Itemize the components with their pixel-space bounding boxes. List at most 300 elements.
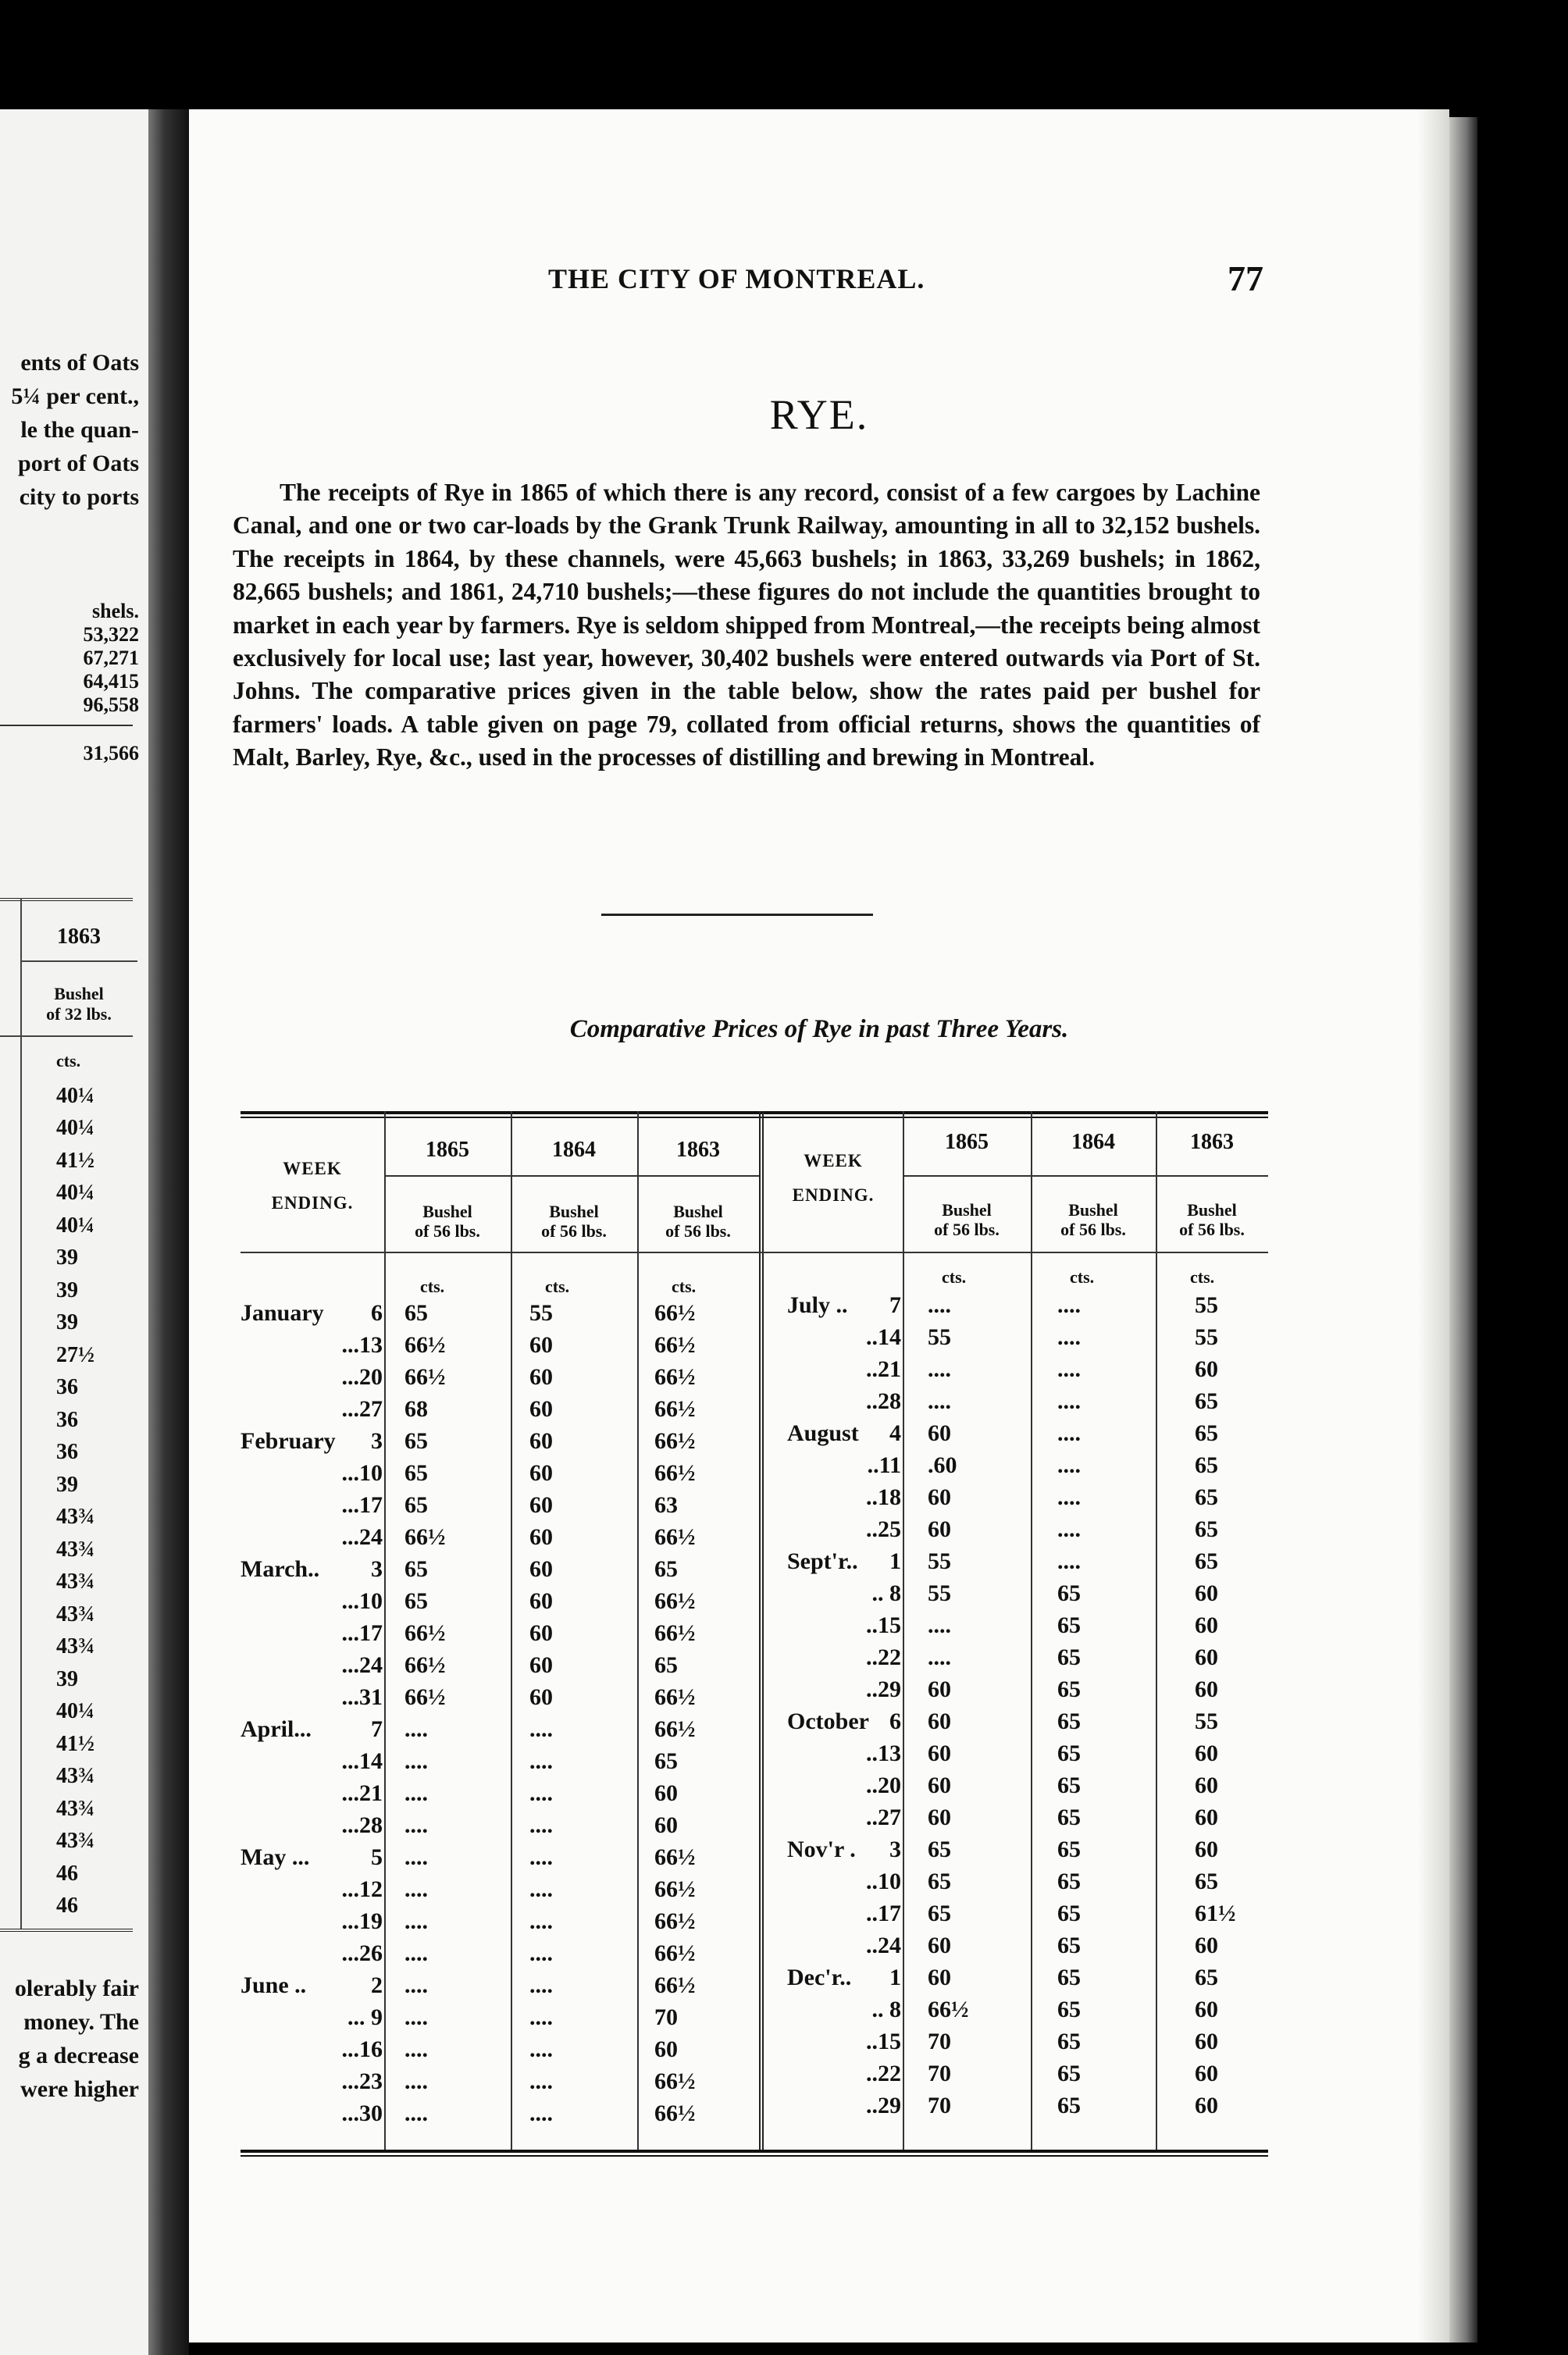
body-paragraph: The receipts of Rye in 1865 of which there is any record, consist of a few cargoes by Lachine Canal, and one or two car-loads by the Grank Trunk Railway, amounting in all to 32,152 bushels. The receipts in 1864, by these channels, were 45,663 bushels; in 1863, 33,269 bushels; in 1862, 82,665 bushels; and 1861, 24,710 bushels;—these figures do not include the quantities brought to market in each year by farmers. Rye is seldom shipped from Montreal,—the receipts being almost exclusively for local use; last year, however, 30,402 bushels were entered outwards via Port of St. Johns. The comparative prices given in the table below, show the rates paid per bushel for farmers' loads. A table given on page 79, collated from official returns, shows the quantities of Malt, Barley, Rye, &c., used in the processes of distilling and brewing in Montreal. [233,479,1260,771]
week-month: March.. [241,1556,320,1582]
prev-line: ents of Oats [20,350,139,376]
prev-figure: 96,558 [83,693,139,716]
week-day: 2 [371,1972,383,1998]
price-cell: .... [404,2100,428,2126]
prev-table-value: 43¾ [56,1505,94,1529]
table-row [241,1837,1268,1863]
prev-table-value: cts. [56,1051,81,1071]
price-cell: 65 [404,1492,428,1518]
prev-table-value: 40¼ [56,1213,94,1238]
price-cell: .... [1057,1356,1081,1382]
price-cell: 70 [928,2093,951,2118]
prev-table-value: 43¾ [56,1764,94,1788]
prev-line: port of Oats [18,451,139,476]
price-cell: .... [1057,1548,1081,1574]
week-day: ..15 [866,2029,901,2054]
prev-figure: 67,271 [83,647,139,669]
page-edge [1449,117,1477,2343]
price-cell: 60 [1195,1580,1218,1606]
price-cell: 60 [654,1780,678,1806]
price-cell: .... [529,1876,553,1902]
price-cell: 65 [1057,1933,1081,1958]
week-day: 1 [889,1548,901,1574]
table-row [241,1388,1268,1415]
week-day: ...12 [341,1876,383,1902]
week-ending-header: WEEK ENDING. [271,1159,354,1213]
price-cell: 66½ [404,1524,446,1550]
week-day: 4 [889,1420,901,1446]
table-row [241,1676,1268,1703]
week-month: Dec'r.. [787,1965,852,1990]
week-day: 6 [371,1300,383,1326]
price-cell: 66½ [404,1652,446,1678]
price-cell: 65 [1057,1772,1081,1798]
week-day: .. 8 [871,1997,901,2022]
price-cell: 55 [928,1324,951,1350]
price-cell: .... [529,1748,553,1774]
price-cell: .... [404,1876,428,1902]
week-month: June .. [241,1972,307,1998]
prev-figure: 64,415 [83,670,139,693]
price-cell: 60 [529,1332,553,1358]
week-day: ..14 [866,1324,901,1350]
table-row [241,1516,1268,1543]
cents-label: cts. [420,1277,445,1296]
table-row [241,1772,1268,1799]
week-day: ..13 [866,1740,901,1766]
price-cell: 65 [1057,1644,1081,1670]
price-cell: 60 [529,1492,553,1518]
week-ending-header: WEEK ENDING. [792,1151,875,1205]
week-day: ...13 [341,1332,383,1358]
week-month: April... [241,1716,312,1742]
running-head: THE CITY OF MONTREAL. [548,263,925,294]
price-cell: 65 [928,1901,951,1926]
week-day: 3 [371,1428,383,1454]
prev-table-unit: of 32 lbs. [46,1004,112,1024]
week-day: 3 [371,1556,383,1582]
prev-table-value: 46 [56,1861,78,1886]
prev-table-value: 36 [56,1375,78,1399]
price-cell: .... [529,1716,553,1742]
table-row [241,2061,1268,2087]
week-day: ..22 [866,1644,901,1670]
price-cell: 66½ [404,1332,446,1358]
price-cell: .... [404,2036,428,2062]
price-cell: 60 [529,1588,553,1614]
price-cell: .... [404,1716,428,1742]
price-cell: 60 [1195,1772,1218,1798]
price-cell: 60 [1195,1612,1218,1638]
price-cell: 65 [1057,1580,1081,1606]
week-day: ...26 [341,1940,383,1966]
price-cell: 65 [1057,1676,1081,1702]
price-cell: .... [1057,1420,1081,1446]
price-cell: 60 [529,1428,553,1454]
price-cell: .... [1057,1292,1081,1318]
table-row [241,1933,1268,1959]
table-row [241,1292,1268,1319]
price-cell: 60 [928,1708,951,1734]
price-cell: 66½ [404,1364,446,1390]
price-cell: .... [928,1292,951,1318]
week-day: ...20 [341,1364,383,1390]
week-day: ...17 [341,1620,383,1646]
price-cell: 65 [1195,1484,1218,1510]
price-cell: .... [404,1844,428,1870]
price-cell: .... [928,1644,951,1670]
prev-table-value: 41½ [56,1148,94,1173]
year-header-1864: 1864 [1071,1130,1115,1154]
unit-header: Bushel of 56 lbs. [665,1202,731,1241]
price-cell: 66½ [654,1972,696,1998]
cents-label: cts. [942,1267,967,1287]
price-cell: 60 [928,1740,951,1766]
unit-header: Bushel of 56 lbs. [1060,1200,1126,1239]
week-day: ...17 [341,1492,383,1518]
price-cell: 65 [404,1588,428,1614]
price-cell: 55 [928,1548,951,1574]
prev-table-value: 36 [56,1440,78,1464]
cents-label: cts. [672,1277,697,1296]
price-cell: .... [529,2100,553,2126]
price-cell: 60 [529,1684,553,1710]
price-cell: 66½ [654,1620,696,1646]
price-cell: 70 [928,2029,951,2054]
price-cell: 70 [928,2061,951,2086]
price-cell: 60 [529,1364,553,1390]
week-day: ...31 [341,1684,383,1710]
table-row [241,1452,1268,1479]
week-day: ...21 [341,1780,383,1806]
table-row [241,1869,1268,1895]
prev-line: g a decrease [18,2043,139,2068]
prev-table-value: 46 [56,1894,78,1918]
table-row [241,1901,1268,1927]
prev-line: 5¼ per cent., [11,383,139,409]
year-header-1865: 1865 [426,1138,469,1162]
price-cell: 60 [928,1772,951,1798]
price-cell: 60 [529,1620,553,1646]
table-row [241,1644,1268,1671]
price-cell: 66½ [654,2068,696,2094]
table-row [241,1740,1268,1767]
cents-label: cts. [1190,1267,1215,1287]
price-cell: 65 [1057,1965,1081,1990]
week-day: ...24 [341,1524,383,1550]
year-header-1863: 1863 [676,1138,720,1162]
price-cell: 55 [928,1580,951,1606]
price-cell: 65 [1195,1388,1218,1414]
prev-figure: 31,566 [83,742,139,764]
table-row [241,1324,1268,1351]
prev-table-value: 43¾ [56,1537,94,1562]
previous-page-fragment [0,109,148,2355]
price-cell: 65 [1057,1901,1081,1926]
price-cell: .... [928,1356,951,1382]
price-cell: 66½ [404,1684,446,1710]
week-month: Nov'r . [787,1837,856,1862]
week-month: October [787,1708,869,1734]
price-cell: 66½ [404,1620,446,1646]
week-day: ..18 [866,1484,901,1510]
price-cell: 60 [1195,1740,1218,1766]
price-cell: 65 [1057,1708,1081,1734]
price-cell: 66½ [654,1524,696,1550]
section-title: RYE. [769,391,869,438]
price-cell: 70 [654,2004,678,2030]
table-caption: Comparative Prices of Rye in past Three Years. [569,1015,1069,1043]
price-cell: .... [529,2036,553,2062]
price-cell: 65 [1057,2093,1081,2118]
week-day: ...23 [341,2068,383,2094]
price-cell: .... [1057,1516,1081,1542]
price-cell: 60 [1195,1676,1218,1702]
prev-line: city to ports [19,484,139,510]
price-cell: 65 [404,1300,428,1326]
price-cell: 66½ [654,1300,696,1326]
year-header-1863: 1863 [1190,1130,1234,1154]
price-cell: 65 [1057,1997,1081,2022]
price-cell: .... [529,1940,553,1966]
price-cell: .... [1057,1388,1081,1414]
unit-header: Bushel of 56 lbs. [934,1200,1000,1239]
week-day: ...16 [341,2036,383,2062]
table-row [241,1548,1268,1575]
week-month: August [787,1420,859,1446]
week-day: ...14 [341,1748,383,1774]
week-day: 7 [371,1716,383,1742]
price-cell: 66½ [654,2100,696,2126]
table-row [241,1484,1268,1511]
price-table [241,1111,1268,2157]
week-month: Sept'r.. [787,1548,858,1574]
week-day: ..17 [866,1901,901,1926]
price-cell: .... [529,2068,553,2094]
price-cell: 63 [654,1492,678,1518]
week-day: 6 [889,1708,901,1734]
price-cell: 66½ [654,1716,696,1742]
table-row [241,1612,1268,1639]
week-day: ...27 [341,1396,383,1422]
week-month: May ... [241,1844,310,1870]
week-month: January [241,1300,324,1326]
week-day: ..28 [866,1388,901,1414]
week-day: ...28 [341,1812,383,1838]
week-day: ..11 [867,1452,901,1478]
week-day: 5 [371,1844,383,1870]
unit-header: Bushel of 56 lbs. [415,1202,480,1241]
week-month: February [241,1428,336,1454]
price-cell: 60 [654,2036,678,2062]
price-cell: 65 [1057,1805,1081,1830]
table-row [241,2093,1268,2119]
price-cell: 66½ [654,1332,696,1358]
week-month: July .. [787,1292,848,1318]
week-day: ..29 [866,1676,901,1702]
price-cell: 66½ [654,1460,696,1486]
prev-line: were higher [20,2076,139,2102]
price-cell: 60 [654,1812,678,1838]
price-cell: 65 [404,1556,428,1582]
price-cell: .... [404,1780,428,1806]
price-cell: 60 [529,1460,553,1486]
prev-table-value: 43¾ [56,1634,94,1658]
price-cell: 60 [1195,1805,1218,1830]
table-row [241,1708,1268,1735]
prev-table-value: 43¾ [56,1569,94,1594]
price-cell: 65 [1057,2029,1081,2054]
price-cell: 66½ [654,1908,696,1934]
price-cell: 60 [928,1420,951,1446]
prev-table-value: 43¾ [56,1796,94,1821]
price-cell: 65 [1195,1869,1218,1894]
price-cell: 65 [404,1428,428,1454]
prev-table-value: 40¼ [56,1116,94,1140]
week-day: ..29 [866,2093,901,2118]
prev-table-value: 27½ [56,1342,94,1367]
table-row [241,1805,1268,1831]
price-cell: .... [404,1940,428,1966]
cents-label: cts. [545,1277,570,1296]
price-cell: .... [529,1972,553,1998]
prev-table-year: 1863 [57,925,101,949]
page-number: 77 [1228,258,1263,298]
week-day: .. 8 [871,1580,901,1606]
year-header-1864: 1864 [552,1138,596,1162]
table-row [241,2029,1268,2055]
price-cell: 60 [928,1805,951,1830]
price-cell: .... [1057,1484,1081,1510]
unit-header: Bushel of 56 lbs. [541,1202,607,1241]
prev-table-value: 41½ [56,1731,94,1756]
week-day: ..22 [866,2061,901,2086]
week-day: ...10 [341,1588,383,1614]
book-spine [148,109,189,2355]
price-cell: .... [928,1388,951,1414]
page [189,109,1449,2343]
price-cell: 66½ [654,1428,696,1454]
price-cell: 60 [1195,1356,1218,1382]
price-cell: 65 [1057,1869,1081,1894]
week-day: ..24 [866,1933,901,1958]
prev-table-value: 39 [56,1472,78,1497]
price-cell: .... [529,2004,553,2030]
price-cell: 65 [654,1748,678,1774]
price-cell: 65 [654,1652,678,1678]
price-cell: 60 [928,1516,951,1542]
week-day: ..15 [866,1612,901,1638]
price-cell: 60 [1195,1933,1218,1958]
price-cell: .... [404,1812,428,1838]
price-cell: 66½ [654,1940,696,1966]
price-cell: 55 [529,1300,553,1326]
divider-rule [601,914,873,916]
price-cell: 60 [928,1484,951,1510]
price-cell: 60 [529,1396,553,1422]
week-day: 3 [889,1837,901,1862]
price-cell: 60 [1195,1644,1218,1670]
price-cell: 66½ [928,1997,969,2022]
price-cell: 65 [1195,1420,1218,1446]
table-row [241,1356,1268,1383]
prev-table-rule [0,1929,133,1932]
price-cell: 65 [1057,1740,1081,1766]
week-day: ...19 [341,1908,383,1934]
price-cell: 66½ [654,1876,696,1902]
price-cell: 65 [928,1869,951,1894]
price-cell: .60 [928,1452,957,1478]
page-header [189,258,1449,309]
week-day: ...10 [341,1460,383,1486]
price-cell: 66½ [654,1844,696,1870]
week-day: ..21 [866,1356,901,1382]
price-cell: 60 [529,1652,553,1678]
week-day: ... 9 [347,2004,383,2030]
price-cell: 60 [1195,2093,1218,2118]
week-day: ...24 [341,1652,383,1678]
prev-table-value: 40¼ [56,1699,94,1723]
prev-table-value: 43¾ [56,1601,94,1626]
week-day: 1 [889,1965,901,1990]
year-header-1865: 1865 [945,1130,989,1154]
prev-table-value: 40¼ [56,1181,94,1205]
price-cell: 60 [928,1965,951,1990]
price-cell: 60 [1195,1997,1218,2022]
price-cell: 60 [1195,1837,1218,1862]
price-cell: 60 [928,1933,951,1958]
price-cell: .... [404,1748,428,1774]
week-day: ..10 [866,1869,901,1894]
price-cell: .... [404,1972,428,1998]
price-cell: .... [529,1812,553,1838]
prev-table-value: 39 [56,1666,78,1691]
prev-line: le the quan- [20,417,139,443]
price-cell: 65 [1195,1452,1218,1478]
price-cell: 65 [1195,1516,1218,1542]
prev-table-value: 39 [56,1245,78,1270]
price-cell: 65 [404,1460,428,1486]
price-cell: 65 [928,1837,951,1862]
price-cell: .... [928,1612,951,1638]
unit-header: Bushel of 56 lbs. [1179,1200,1245,1239]
price-cell: 60 [1195,2061,1218,2086]
price-cell: .... [404,2004,428,2030]
price-cell: 55 [1195,1292,1218,1318]
price-cell: 60 [529,1524,553,1550]
prev-table-unit: Bushel [54,984,104,1003]
price-cell: 66½ [654,1588,696,1614]
price-cell: 66½ [654,1684,696,1710]
prev-table-value: 39 [56,1310,78,1334]
prev-figure: shels. [92,600,139,622]
prev-table-value: 39 [56,1277,78,1302]
prev-figure: 53,322 [83,623,139,646]
price-cell: 55 [1195,1708,1218,1734]
week-day: ...30 [341,2100,383,2126]
price-cell: 66½ [654,1396,696,1422]
week-day: ..27 [866,1805,901,1830]
price-cell: .... [529,1844,553,1870]
week-day: ..20 [866,1772,901,1798]
cents-label: cts. [1070,1267,1095,1287]
prev-table-value: 40¼ [56,1083,94,1108]
week-day: 7 [889,1292,901,1318]
price-cell: .... [1057,1324,1081,1350]
price-cell: 65 [1057,1837,1081,1862]
price-cell: .... [1057,1452,1081,1478]
table-row [241,1580,1268,1607]
